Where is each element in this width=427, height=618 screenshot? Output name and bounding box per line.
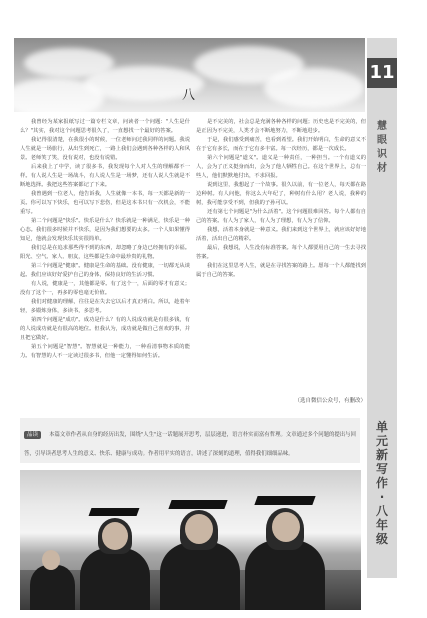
commentary-box <box>20 418 360 463</box>
paragraph: 第四个问题是"成功"。成功是什么？有的人说成功就是有很多钱，有的人说成功就是有很高的地位。但我认为，成功就是做自己喜欢的事，并且把它做好。 <box>20 317 190 341</box>
paragraph: 我们在这里思考人生，就是在寻找答案的路上。愿每一个人都能找到属于自己的答案。 <box>196 263 366 278</box>
section-title: 八 <box>181 88 197 103</box>
side-label: 慧 眼 识 材 <box>377 121 387 174</box>
paragraph: 最后，我想说，人生没有标准答案。每个人都要用自己的一生去寻找答案。 <box>196 245 366 260</box>
page-number: 11 <box>367 58 397 88</box>
paragraph: 第二个问题是"快乐"。快乐是什么？快乐就是一种满足，快乐是一种心态。我们很多时候并不快乐，是因为我们想要的太多。一个人如果懂得知足，他就会发现快乐其实很简单。 <box>20 218 190 242</box>
paragraph: 后来我上了中学，读了很多书，我发现每个人对人生的理解都不一样。有人说人生是一场战斗，有人说人生是一场梦，还有人说人生就是不断地选择。我把这些答案都记了下来。 <box>20 164 190 188</box>
paragraph: 我们总是在追求那些得不到的东西，却忽略了身边已经拥有的幸福。阳光、空气、家人、朋友，这些都是生命中最珍贵的礼物。 <box>20 245 190 260</box>
unit-label: 单 元 新 写 作 · 八 年 级 <box>375 420 388 546</box>
paragraph: 第三个问题是"健康"。健康是生命的基础。没有健康，一切都无从谈起。我们应该好好爱护自己的身体，保持良好的生活习惯。 <box>20 263 190 278</box>
paragraph: 是不完美的，社会总是充满各种各样的问题；历史也是不完美的，但是正因为不完美，人类才会不断地努力，不断地进步。 <box>196 119 366 134</box>
paragraph: 第六个问题是"道义"。道义是一种责任，一种担当。一个有道义的人，会为了正义挺身而出，会为了他人牺牲自己。在这个世界上，总有一些人，他们默默地付出，不求回报。 <box>196 155 366 179</box>
paragraph: 有人说，健康是一，其他都是零。有了这个一，后面的零才有意义；没有了这个一，再多的零也毫无价值。 <box>20 281 190 296</box>
article-left-column <box>20 118 190 361</box>
header-banner <box>14 38 365 112</box>
paragraph: 还有第七个问题是"为什么活着"。这个问题很难回答。每个人都有自己的答案。有人为了家人，有人为了理想，有人为了信仰。 <box>196 209 366 224</box>
paragraph: 于是，我们感受到痛苦，也看到希望。我们开始明白，生命的意义不在于它有多长，而在于它有多丰富。每一次经历，都是一次成长。 <box>196 137 366 152</box>
paragraph: 说到这里，我想起了一个故事。很久以前，有一位老人，每天都在路边种树。有人问他，你这么大年纪了，种树有什么用？老人说，我种的树，我可能享受不到，但我的子孙可以。 <box>196 182 366 206</box>
paragraph: 第五个问题是"智慧"。智慧就是一种能力，一种看清事物本质的能力。有智慧的人不一定读过很多书，但他一定懂得如何生活。 <box>20 344 190 359</box>
article-right-column <box>196 118 366 280</box>
paragraph: 我记得很清楚，在我很小的时候，一位老师问过我同样的问题。我说人生就是一场旅行，从出生到死亡，一路上我们会遇到各种各样的人和风景。老师笑了笑，没有说对，也没有说错。 <box>20 137 190 161</box>
paragraph: 我曾经为某家报纸写过一篇专栏文章，问读者一个问题："人生是什么？"其实，我对这个问题思考很久了，一直想找一个最好的答案。 <box>20 119 190 134</box>
article-source: （选自微信公众号，有删改） <box>294 398 366 404</box>
paragraph: 我曾遇到一位老人，他告诉我，人生就像一本书，每一天都是新的一页。你可以写下快乐，也可以写下悲伤，但是这本书只有一次机会，不能重写。 <box>20 191 190 215</box>
commentary-badge: 品读 <box>24 431 41 439</box>
commentary-text: 本篇文章作者从自身的经历出发，围绕"人生"这一话题展开思考，层层递进，语言朴实而富有哲理。文章通过多个问题的提出与回答，引导读者思考人生的意义、快乐、健康与成功。作者用平实的语言，讲述了深刻的道理，值得我们细细品味。 <box>24 432 356 457</box>
graduation-photo <box>20 470 361 610</box>
paragraph: 我们对健康的理解，往往是在失去它以后才真正明白。所以，趁着年轻，多锻炼身体，多读书，多思考。 <box>20 299 190 314</box>
paragraph: 我想，活着本身就是一种意义。我们来到这个世界上，就应该好好地活着，活出自己的精彩。 <box>196 227 366 242</box>
